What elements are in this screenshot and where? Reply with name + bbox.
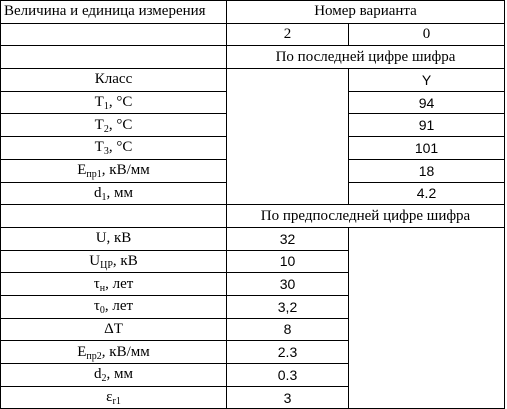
empty-cell bbox=[227, 69, 349, 92]
empty-cell bbox=[349, 341, 505, 364]
empty-cell bbox=[349, 227, 505, 250]
table-row bbox=[1, 273, 505, 296]
variant-value: 18 bbox=[349, 159, 505, 182]
quantity-subscript: 3 bbox=[103, 146, 109, 158]
variant-value: 30 bbox=[227, 273, 349, 296]
empty-cell bbox=[227, 91, 349, 114]
quantity-symbol: τ bbox=[93, 275, 100, 292]
section2-title-row bbox=[1, 205, 505, 228]
quantity-symbol: T bbox=[94, 139, 104, 156]
quantity-label bbox=[1, 159, 227, 182]
variant-number-row bbox=[1, 23, 505, 46]
quantity-symbol: d bbox=[94, 184, 102, 201]
table-row bbox=[1, 386, 505, 409]
variant-value: 8 bbox=[227, 318, 349, 341]
quantity-subscript: 1 bbox=[101, 191, 107, 203]
variant-value: 94 bbox=[349, 91, 505, 114]
quantity-unit: , мм bbox=[106, 366, 133, 383]
table-row bbox=[1, 318, 505, 341]
quantity-label bbox=[1, 295, 227, 318]
quantity-unit: , кВ/мм bbox=[101, 343, 150, 360]
quantity-label bbox=[1, 386, 227, 409]
quantity-label bbox=[1, 69, 227, 92]
section2-title: По предпоследней цифре шифра bbox=[227, 205, 505, 228]
empty-cell bbox=[349, 295, 505, 318]
table-row bbox=[1, 69, 505, 92]
header-variant-number: Номер варианта bbox=[227, 1, 505, 24]
quantity-label bbox=[1, 137, 227, 160]
section1-title-row bbox=[1, 46, 505, 69]
table-row bbox=[1, 227, 505, 250]
section2-title-empty bbox=[1, 205, 227, 228]
quantity-label bbox=[1, 114, 227, 137]
table-row bbox=[1, 364, 505, 387]
section1-title-empty bbox=[1, 46, 227, 69]
section1-body bbox=[1, 69, 505, 205]
section1-title: По последней цифре шифра bbox=[227, 46, 505, 69]
quantity-symbol: E bbox=[77, 162, 87, 179]
empty-cell bbox=[227, 114, 349, 137]
table-row bbox=[1, 341, 505, 364]
quantity-symbol: Класс bbox=[94, 71, 133, 88]
header-quantity-unit: Величина и единица измерения bbox=[1, 1, 227, 24]
quantity-subscript: ЦР bbox=[100, 259, 113, 271]
quantity-symbol: d bbox=[94, 366, 102, 383]
quantity-subscript: 0 bbox=[99, 305, 105, 317]
empty-cell bbox=[349, 318, 505, 341]
quantity-subscript: 2 bbox=[103, 123, 109, 135]
section2-body bbox=[1, 227, 505, 409]
empty-cell bbox=[227, 159, 349, 182]
variant-number-empty bbox=[1, 23, 227, 46]
variant-value: 3,2 bbox=[227, 295, 349, 318]
quantity-symbol: E bbox=[77, 343, 87, 360]
quantity-symbol: T bbox=[94, 94, 104, 111]
quantity-subscript: пр1 bbox=[86, 169, 102, 181]
variant-number-2: 2 bbox=[227, 23, 349, 46]
quantity-subscript: r1 bbox=[112, 396, 121, 408]
quantity-unit: , лет bbox=[105, 275, 134, 292]
quantity-unit: , °C bbox=[108, 94, 133, 111]
variant-value: 2.3 bbox=[227, 341, 349, 364]
variant-value: 10 bbox=[227, 250, 349, 273]
quantity-label bbox=[1, 273, 227, 296]
variant-value: 0.3 bbox=[227, 364, 349, 387]
quantity-symbol: ΔT bbox=[104, 320, 123, 337]
quantity-label bbox=[1, 364, 227, 387]
quantity-label bbox=[1, 182, 227, 205]
table-row bbox=[1, 91, 505, 114]
quantity-unit: , мм bbox=[106, 184, 133, 201]
quantity-symbol: τ bbox=[93, 298, 100, 315]
quantity-label bbox=[1, 250, 227, 273]
table-row bbox=[1, 250, 505, 273]
table-row bbox=[1, 295, 505, 318]
quantity-symbol: U bbox=[89, 252, 101, 269]
quantity-unit: , °C bbox=[108, 139, 133, 156]
quantity-subscript: 1 bbox=[103, 101, 109, 113]
empty-cell bbox=[349, 250, 505, 273]
variant-value: 3 bbox=[227, 386, 349, 409]
empty-cell bbox=[349, 364, 505, 387]
variant-value: 4.2 bbox=[349, 182, 505, 205]
table-row bbox=[1, 182, 505, 205]
table-row bbox=[1, 137, 505, 160]
quantity-label bbox=[1, 91, 227, 114]
quantity-label bbox=[1, 227, 227, 250]
quantity-symbol: T bbox=[94, 116, 104, 133]
header-row bbox=[1, 1, 505, 24]
quantity-unit: , кВ bbox=[112, 252, 138, 269]
variant-value: 32 bbox=[227, 227, 349, 250]
variant-number-0: 0 bbox=[349, 23, 505, 46]
empty-cell bbox=[349, 273, 505, 296]
table-row bbox=[1, 159, 505, 182]
variant-value: Y bbox=[349, 69, 505, 92]
empty-cell bbox=[349, 386, 505, 409]
quantity-unit: , °C bbox=[108, 116, 133, 133]
quantity-label bbox=[1, 318, 227, 341]
quantity-subscript: пр2 bbox=[86, 350, 102, 362]
quantity-label bbox=[1, 341, 227, 364]
quantity-symbol: ε bbox=[106, 389, 113, 406]
quantity-unit: , лет bbox=[104, 298, 134, 315]
quantity-unit: , кВ/мм bbox=[101, 162, 150, 179]
quantity-subscript: 2 bbox=[101, 373, 107, 385]
empty-cell bbox=[227, 182, 349, 205]
quantity-subscript: н bbox=[99, 282, 106, 294]
variant-value: 101 bbox=[349, 137, 505, 160]
quantity-symbol: U, кВ bbox=[95, 230, 132, 247]
variant-value: 91 bbox=[349, 114, 505, 137]
table-row bbox=[1, 114, 505, 137]
empty-cell bbox=[227, 137, 349, 160]
